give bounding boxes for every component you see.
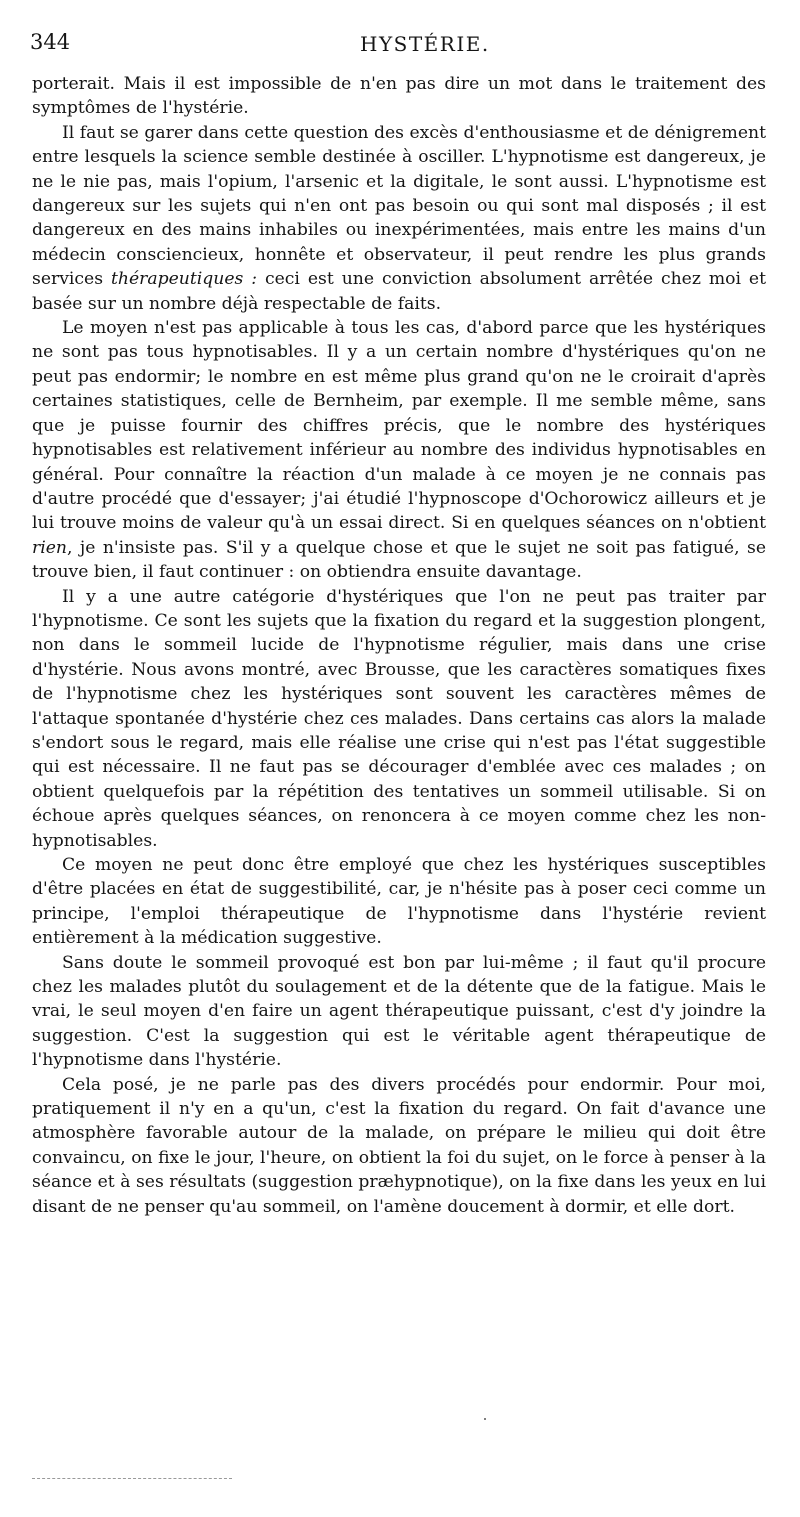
paragraph-3-emphasis: rien xyxy=(32,537,67,558)
paragraph-3 xyxy=(32,316,766,584)
paragraph-5-text: Ce moyen ne peut donc être employé que chez les hystériques susceptibles d'être placées en état de suggestibilité, car, je n'hésite pas à poser ceci comme un principe, l'emploi thérapeutique de l'hypnotisme dans l'hystérie revient entièrement à la médication suggestive. xyxy=(32,855,766,949)
body-text xyxy=(32,72,766,1219)
paragraph-7-text: Cela posé, je ne parle pas des divers procédés pour endormir. Pour moi, pratiquement il n'y en a qu'un, c'est la fixation du regard. On fait d'avance une atmosphère favorable autour de la malade, on prépare le milieu qui doit être convaincu, on fixe le jour, l'heure, on obtient la foi du sujet, on le force à penser à la séance et à ses résultats (suggestion præhypnotique), on la fixe dans les yeux en lui disant de ne penser qu'au sommeil, on l'amène doucement à dormir, et elle dort. xyxy=(32,1074,767,1217)
paragraph-2-text-b: ceci est une conviction absolument arrêtée chez moi et basée sur un nombre déjà respectable de faits. xyxy=(32,269,767,314)
paragraph-3-text-a: Le moyen n'est pas applicable à tous les cas, d'abord parce que les hystériques ne sont pas tous hypnotisables. Il y a un certain nombre d'hystériques qu'on ne peut pas endormir; le nombre en est même plus grand qu'on ne le croirait d'après certaines statistiques, celle de Bernheim, par exemple. Il me semble même, sans que je puisse fournir des chiffres précis, que le nombre des hystériques hypnotisables est relativement inférieur au nombre des individus hypnotisables en général. Pour connaître la réaction d'un malade à ce moyen je ne connais pas d'autre procédé que d'essayer; j'ai étudié l'hypnoscope d'Ochorowicz ailleurs et je lui trouve moins de valeur qu'à un essai direct. Si en quelques séances on n'obtient xyxy=(32,318,766,534)
paragraph-5 xyxy=(32,853,766,951)
paragraph-2 xyxy=(32,121,766,316)
page-header xyxy=(30,30,766,66)
paragraph-2-emphasis: thérapeutiques : xyxy=(110,269,258,290)
paragraph-4 xyxy=(32,585,766,853)
page-number: 344 xyxy=(30,30,71,54)
paragraph-1 xyxy=(32,72,766,121)
paragraph-4-text: Il y a une autre catégorie d'hystériques que l'on ne peut pas traiter par l'hypnotisme. Ce sont les sujets que la fixation du regard et la suggestion plongent, non dans le sommeil lucide de l'hypnotisme régulier, mais dans une crise d'hystérie. Nous avons montré, avec Brousse, que les caractères somatiques fixes de l'hypnotisme chez les hystériques sont souvent les caractères mêmes de l'attaque spontanée d'hystérie chez ces malades. Dans certains cas alors la malade s'endort sous le regard, mais elle réalise une crise qui n'est pas l'état suggestible qui est nécessaire. Il ne faut pas se décourager d'emblée avec ces malades ; on obtient quelquefois par la répétition des tentatives un sommeil utilisable. Si on échoue après quelques séances, on renoncera à ce moyen comme chez les non-hypnotisables. xyxy=(32,586,766,851)
paragraph-2-text-a: Il faut se garer dans cette question des excès d'enthousiasme et de dénigrement entre lesquels la science semble destinée à osciller. L'hypnotisme est dangereux, je ne le nie pas, mais l'opium, l'arsenic et la digitale, le sont aussi. L'hypnotisme est dangereux sur les sujets qui n'en ont pas besoin ou qui sont mal disposés ; il est dangereux en des mains inhabiles ou inexpérimentées, mais entre les mains d'un médecin consciencieux, honnête et observateur, il peut rendre les plus grands services xyxy=(32,122,766,290)
paragraph-6-text: Sans doute le sommeil provoqué est bon par lui-même ; il faut qu'il procure chez les malades plutôt du soulagement et de la détente que de la fatigue. Mais le vrai, le seul moyen d'en faire un agent thérapeutique puissant, c'est d'y joindre la suggestion. C'est la suggestion qui est le véritable agent thérapeutique de l'hypnotisme dans l'hystérie. xyxy=(32,952,766,1071)
paragraph-1-text: porterait. Mais il est impossible de n'en pas dire un mot dans le traitement des symptômes de l'hystérie. xyxy=(32,74,766,119)
running-title: HYSTÉRIE. xyxy=(360,32,490,56)
paragraph-3-text-b: , je n'insiste pas. S'il y a quelque chose et que le sujet ne soit pas fatigué, se trouve bien, il faut continuer : on obtiendra ensuite davantage. xyxy=(32,537,766,583)
print-speck xyxy=(484,1418,486,1420)
paragraph-6 xyxy=(32,951,766,1073)
paragraph-7 xyxy=(32,1073,766,1219)
bottom-dashed-rule xyxy=(32,1478,232,1480)
